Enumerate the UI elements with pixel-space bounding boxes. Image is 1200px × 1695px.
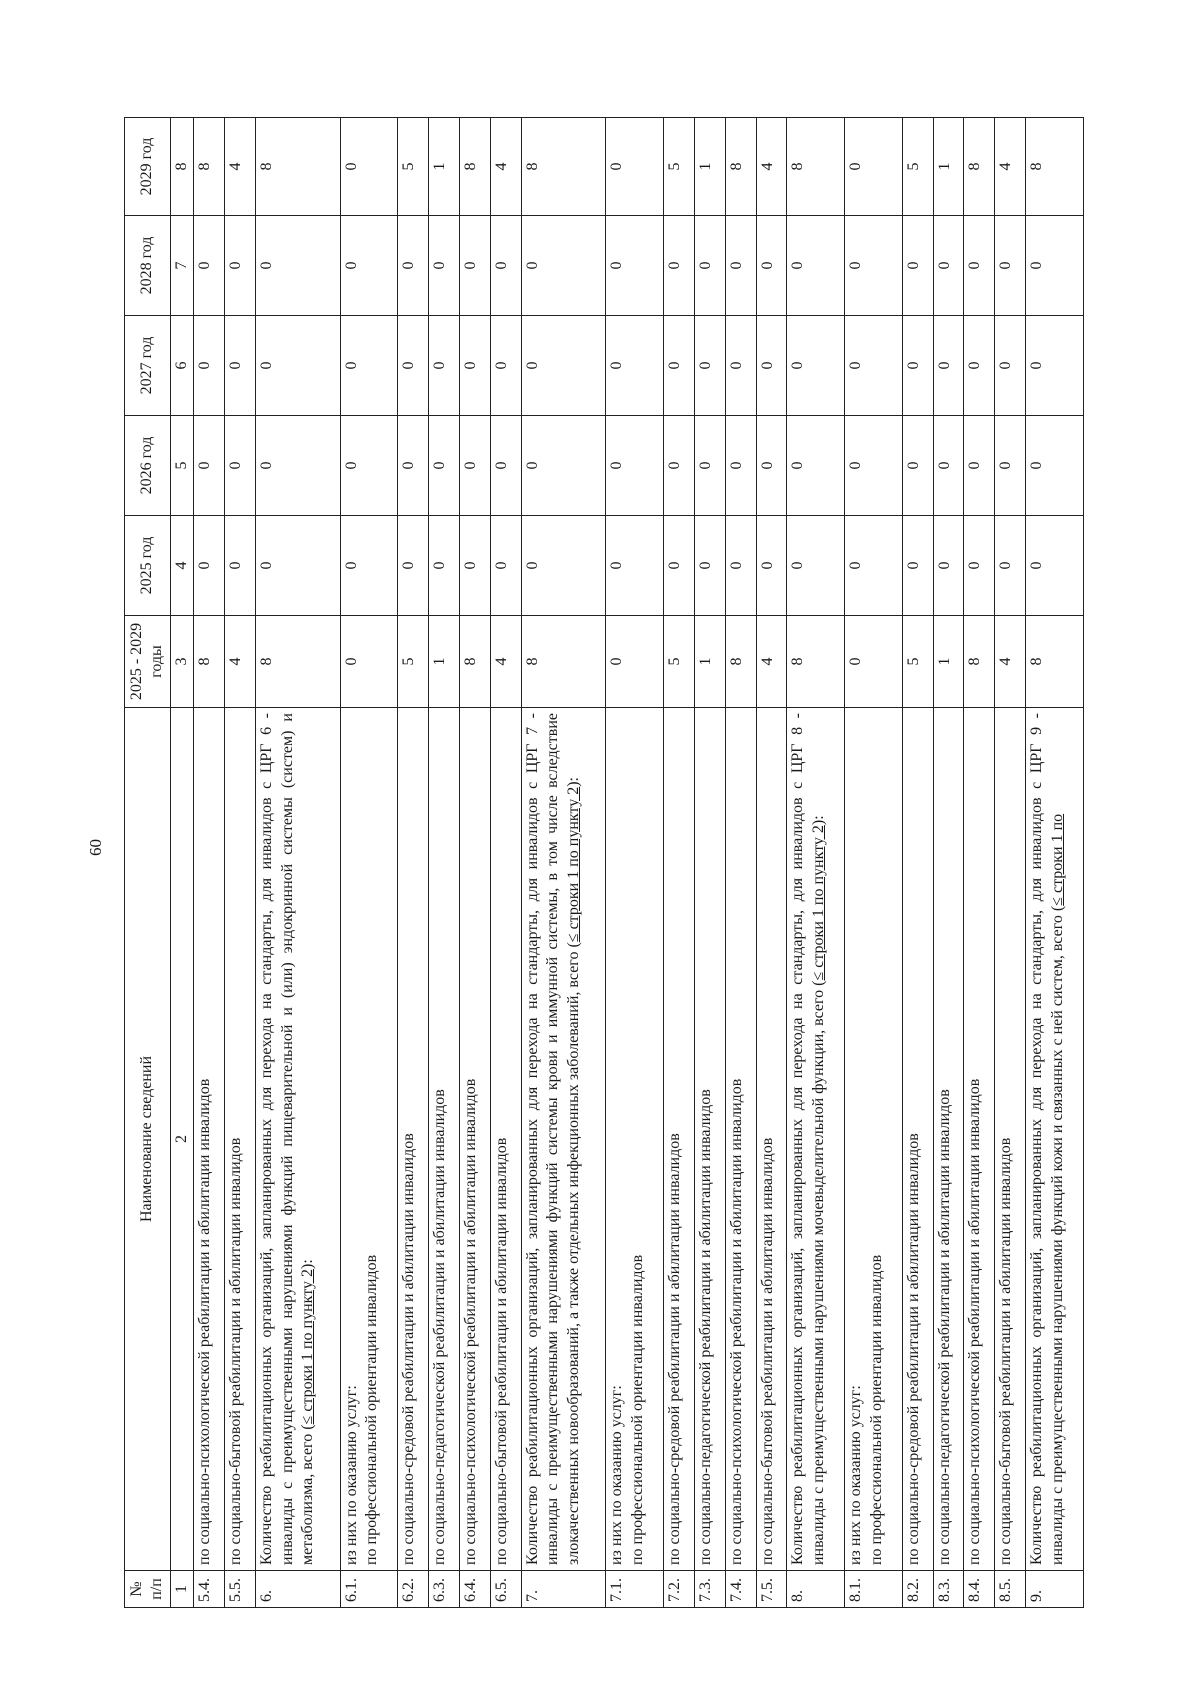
- value-cell: 0: [225, 216, 256, 316]
- value-cell: 0: [1026, 416, 1084, 516]
- column-index-row: [170, 118, 193, 1608]
- value-cell: 0: [787, 216, 845, 316]
- value-cell: 0: [429, 416, 460, 516]
- value-cell: 5: [398, 118, 429, 216]
- value-cell: 4: [490, 118, 521, 216]
- value-cell: 4: [225, 616, 256, 708]
- value-cell: 0: [664, 416, 695, 516]
- value-cell: 0: [521, 516, 606, 616]
- table-row: [933, 118, 964, 1608]
- row-number: 8.5.: [995, 1571, 1026, 1608]
- row-number: 8.1.: [845, 1571, 903, 1608]
- value-cell: 0: [256, 216, 341, 316]
- table-row: [845, 118, 903, 1608]
- value-cell: 5: [664, 616, 695, 708]
- index-cell: 5: [170, 416, 193, 516]
- page-number: 60: [86, 839, 105, 856]
- row-name: из них по оказанию услуг: по профессиональной ориентации инвалидов: [845, 708, 903, 1571]
- row-number: 7.1.: [606, 1571, 664, 1608]
- row-name: по социально-педагогической реабилитации и абилитации инвалидов: [429, 708, 460, 1571]
- value-cell: 0: [845, 416, 903, 516]
- value-cell: 0: [256, 416, 341, 516]
- value-cell: 0: [460, 316, 491, 416]
- value-cell: 8: [725, 616, 756, 708]
- value-cell: 0: [787, 516, 845, 616]
- value-cell: 8: [460, 616, 491, 708]
- row-number: 5.4.: [194, 1571, 225, 1608]
- header-row: [125, 118, 171, 1608]
- value-cell: 0: [490, 416, 521, 516]
- value-cell: 0: [725, 316, 756, 416]
- value-cell: 0: [606, 416, 664, 516]
- row-number: 7.2.: [664, 1571, 695, 1608]
- value-cell: 1: [429, 616, 460, 708]
- value-cell: 5: [902, 118, 933, 216]
- row-number: 6.4.: [460, 1571, 491, 1608]
- index-cell: 2: [170, 708, 193, 1571]
- value-cell: 0: [490, 516, 521, 616]
- value-cell: 4: [490, 616, 521, 708]
- row-number: 6.2.: [398, 1571, 429, 1608]
- index-cell: 3: [170, 616, 193, 708]
- value-cell: 8: [787, 616, 845, 708]
- value-cell: 0: [194, 316, 225, 416]
- value-cell: 0: [995, 316, 1026, 416]
- table-row: [398, 118, 429, 1608]
- row-number: 8.2.: [902, 1571, 933, 1608]
- table-row: [694, 118, 725, 1608]
- row-name: по социально-педагогической реабилитации и абилитации инвалидов: [694, 708, 725, 1571]
- value-cell: 0: [933, 216, 964, 316]
- value-cell: 0: [521, 216, 606, 316]
- value-cell: 1: [933, 616, 964, 708]
- value-cell: 0: [398, 416, 429, 516]
- row-number: 7.5.: [756, 1571, 787, 1608]
- value-cell: 8: [521, 616, 606, 708]
- header-cell: 2027 год: [125, 316, 171, 416]
- value-cell: 0: [225, 416, 256, 516]
- row-name: по социально-бытовой реабилитации и абилитации инвалидов: [756, 708, 787, 1571]
- document-table: [124, 117, 1084, 1608]
- row-name: Количество реабилитационных организаций, запланированных для перехода на стандарты, для инвалидов с ЦРГ 9 - инвалиды с преимущественными нарушениями функций кожи и связанных с ней систем, всего (≤ строки 1 по: [1026, 708, 1084, 1571]
- row-name: Количество реабилитационных организаций, запланированных для перехода на стандарты, для инвалидов с ЦРГ 7 - инвалиды с преимущественными нарушениями функций системы крови и иммунной системы, в том числе вследствие злокачественных новообразований, а также отдельных инфекционных заболеваний, всего (≤ строки 1 по пункту 2):: [521, 708, 606, 1571]
- value-cell: 0: [787, 416, 845, 516]
- value-cell: 0: [521, 416, 606, 516]
- table-row: [225, 118, 256, 1608]
- value-cell: 0: [460, 416, 491, 516]
- header-cell: Наименование сведений: [125, 708, 171, 1571]
- value-cell: 8: [1026, 118, 1084, 216]
- value-cell: 0: [225, 516, 256, 616]
- table-row: [606, 118, 664, 1608]
- value-cell: 0: [756, 516, 787, 616]
- value-cell: 0: [521, 316, 606, 416]
- value-cell: 0: [1026, 316, 1084, 416]
- index-cell: 7: [170, 216, 193, 316]
- table-row: [256, 118, 341, 1608]
- value-cell: 0: [1026, 216, 1084, 316]
- value-cell: 8: [194, 616, 225, 708]
- value-cell: 0: [902, 216, 933, 316]
- table-row: [429, 118, 460, 1608]
- index-cell: 4: [170, 516, 193, 616]
- row-number: 6.5.: [490, 1571, 521, 1608]
- value-cell: 0: [606, 118, 664, 216]
- header-cell: № п/п: [125, 1571, 171, 1608]
- value-cell: 0: [964, 416, 995, 516]
- value-cell: 0: [995, 516, 1026, 616]
- value-cell: 0: [490, 316, 521, 416]
- value-cell: 4: [995, 616, 1026, 708]
- value-cell: 0: [964, 316, 995, 416]
- value-cell: 0: [756, 216, 787, 316]
- document-table-rotated: [124, 118, 1084, 1608]
- value-cell: 0: [664, 316, 695, 416]
- value-cell: 8: [1026, 616, 1084, 708]
- value-cell: 4: [756, 616, 787, 708]
- value-cell: 5: [398, 616, 429, 708]
- value-cell: 0: [845, 316, 903, 416]
- row-number: 7.4.: [725, 1571, 756, 1608]
- value-cell: 0: [340, 416, 398, 516]
- row-number: 6.1.: [340, 1571, 398, 1608]
- value-cell: 0: [694, 216, 725, 316]
- row-number: 8.4.: [964, 1571, 995, 1608]
- value-cell: 0: [340, 516, 398, 616]
- value-cell: 0: [694, 416, 725, 516]
- value-cell: 8: [256, 118, 341, 216]
- value-cell: 8: [964, 118, 995, 216]
- value-cell: 0: [725, 216, 756, 316]
- value-cell: 0: [694, 516, 725, 616]
- row-name: по социально-психологической реабилитации и абилитации инвалидов: [194, 708, 225, 1571]
- value-cell: 0: [606, 616, 664, 708]
- row-name: по социально-бытовой реабилитации и абилитации инвалидов: [995, 708, 1026, 1571]
- value-cell: 0: [1026, 516, 1084, 616]
- table-row: [787, 118, 845, 1608]
- value-cell: 0: [256, 316, 341, 416]
- value-cell: 0: [694, 316, 725, 416]
- row-name: из них по оказанию услуг: по профессиональной ориентации инвалидов: [340, 708, 398, 1571]
- row-name: из них по оказанию услуг: по профессиональной ориентации инвалидов: [606, 708, 664, 1571]
- row-number: 7.3.: [694, 1571, 725, 1608]
- value-cell: 0: [460, 516, 491, 616]
- value-cell: 0: [194, 416, 225, 516]
- value-cell: 8: [194, 118, 225, 216]
- row-number: 5.5.: [225, 1571, 256, 1608]
- value-cell: 4: [756, 118, 787, 216]
- value-cell: 1: [694, 118, 725, 216]
- row-number: 9.: [1026, 1571, 1084, 1608]
- header-cell: 2029 год: [125, 118, 171, 216]
- index-cell: 8: [170, 118, 193, 216]
- table-row: [490, 118, 521, 1608]
- value-cell: 1: [933, 118, 964, 216]
- row-number: 8.: [787, 1571, 845, 1608]
- value-cell: 8: [521, 118, 606, 216]
- value-cell: 5: [902, 616, 933, 708]
- value-cell: 0: [964, 216, 995, 316]
- row-name: Количество реабилитационных организаций, запланированных для перехода на стандарты, для инвалидов с ЦРГ 6 - инвалиды с преимущественными нарушениями функций пищеварительной и (или) эндокринной системы (систем) и метаболизма, всего (≤ строки 1 по пункту 2):: [256, 708, 341, 1571]
- row-number: 8.3.: [933, 1571, 964, 1608]
- table-row: [1026, 118, 1084, 1608]
- value-cell: 1: [429, 118, 460, 216]
- row-name: по социально-средовой реабилитации и абилитации инвалидов: [902, 708, 933, 1571]
- value-cell: 0: [787, 316, 845, 416]
- value-cell: 0: [340, 216, 398, 316]
- value-cell: 0: [725, 416, 756, 516]
- value-cell: 0: [606, 316, 664, 416]
- table-row: [664, 118, 695, 1608]
- value-cell: 0: [933, 516, 964, 616]
- value-cell: 0: [902, 516, 933, 616]
- value-cell: 8: [725, 118, 756, 216]
- table-row: [756, 118, 787, 1608]
- value-cell: 0: [756, 416, 787, 516]
- value-cell: 0: [845, 216, 903, 316]
- value-cell: 5: [664, 118, 695, 216]
- value-cell: 8: [460, 118, 491, 216]
- value-cell: 0: [429, 216, 460, 316]
- value-cell: 0: [398, 316, 429, 416]
- row-name: по социально-бытовой реабилитации и абилитации инвалидов: [225, 708, 256, 1571]
- table-row: [725, 118, 756, 1608]
- value-cell: 0: [225, 316, 256, 416]
- header-cell: 2025 - 2029 годы: [125, 616, 171, 708]
- value-cell: 0: [845, 516, 903, 616]
- index-cell: 6: [170, 316, 193, 416]
- table-body: [194, 118, 1084, 1608]
- row-name: по социально-психологической реабилитации и абилитации инвалидов: [964, 708, 995, 1571]
- value-cell: 0: [664, 216, 695, 316]
- header-cell: 2028 год: [125, 216, 171, 316]
- row-name: по социально-психологической реабилитации и абилитации инвалидов: [460, 708, 491, 1571]
- value-cell: 0: [490, 216, 521, 316]
- value-cell: 8: [964, 616, 995, 708]
- value-cell: 4: [225, 118, 256, 216]
- value-cell: 0: [756, 316, 787, 416]
- value-cell: 0: [933, 416, 964, 516]
- row-name: по социально-средовой реабилитации и абилитации инвалидов: [398, 708, 429, 1571]
- value-cell: 0: [845, 118, 903, 216]
- row-number: 7.: [521, 1571, 606, 1608]
- value-cell: 0: [340, 118, 398, 216]
- value-cell: 0: [964, 516, 995, 616]
- value-cell: 0: [933, 316, 964, 416]
- table-row: [902, 118, 933, 1608]
- value-cell: 0: [606, 516, 664, 616]
- value-cell: 0: [606, 216, 664, 316]
- value-cell: 0: [398, 516, 429, 616]
- row-name: Количество реабилитационных организаций, запланированных для перехода на стандарты, для инвалидов с ЦРГ 8 - инвалиды с преимущественными нарушениями мочевыделительной функции, всего (≤ строки 1 по пункту 2):: [787, 708, 845, 1571]
- value-cell: 0: [845, 616, 903, 708]
- value-cell: 0: [902, 416, 933, 516]
- value-cell: 0: [460, 216, 491, 316]
- header-cell: 2026 год: [125, 416, 171, 516]
- row-name: по социально-бытовой реабилитации и абилитации инвалидов: [490, 708, 521, 1571]
- row-name: по социально-педагогической реабилитации и абилитации инвалидов: [933, 708, 964, 1571]
- table-row: [340, 118, 398, 1608]
- value-cell: 0: [429, 316, 460, 416]
- value-cell: 8: [787, 118, 845, 216]
- table-row: [460, 118, 491, 1608]
- value-cell: 8: [256, 616, 341, 708]
- row-number: 6.: [256, 1571, 341, 1608]
- value-cell: 0: [256, 516, 341, 616]
- header-cell: 2025 год: [125, 516, 171, 616]
- table-row: [995, 118, 1026, 1608]
- value-cell: 0: [725, 516, 756, 616]
- row-name: по социально-психологической реабилитации и абилитации инвалидов: [725, 708, 756, 1571]
- value-cell: 0: [995, 416, 1026, 516]
- table-row: [194, 118, 225, 1608]
- value-cell: 1: [694, 616, 725, 708]
- value-cell: 0: [664, 516, 695, 616]
- value-cell: 0: [194, 216, 225, 316]
- value-cell: 0: [398, 216, 429, 316]
- row-number: 6.3.: [429, 1571, 460, 1608]
- value-cell: 0: [429, 516, 460, 616]
- value-cell: 4: [995, 118, 1026, 216]
- value-cell: 0: [902, 316, 933, 416]
- value-cell: 0: [194, 516, 225, 616]
- index-cell: 1: [170, 1571, 193, 1608]
- value-cell: 0: [340, 616, 398, 708]
- row-name: по социально-средовой реабилитации и абилитации инвалидов: [664, 708, 695, 1571]
- value-cell: 0: [995, 216, 1026, 316]
- value-cell: 0: [340, 316, 398, 416]
- table-row: [964, 118, 995, 1608]
- table-row: [521, 118, 606, 1608]
